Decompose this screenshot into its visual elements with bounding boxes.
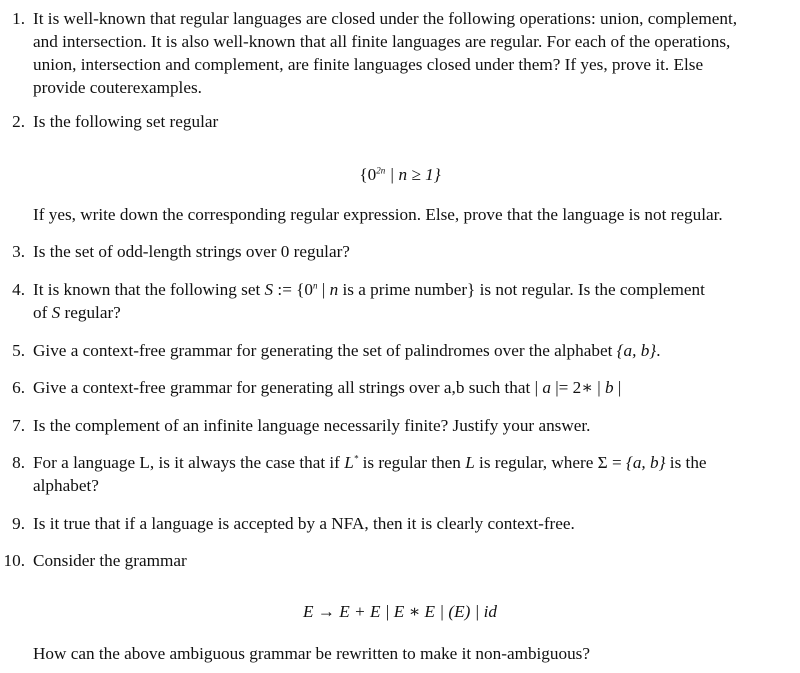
question-text: Is it true that if a language is accepted by a NFA, then it is clearly context-free. — [33, 514, 575, 533]
question-number: 2. — [12, 112, 25, 131]
question-text-line: For a language L, is it always the case that if L* is regular then L is regular, where Σ = {a, b} is the — [33, 453, 707, 472]
question-text: Consider the grammar — [33, 551, 187, 570]
question-number: 3. — [12, 242, 25, 261]
question-text: How can the above ambiguous grammar be rewritten to make it non-ambiguous? — [33, 644, 590, 663]
question-text-line: alphabet? — [33, 476, 99, 495]
question-number: 9. — [12, 514, 25, 533]
question-text: Is the following set regular — [33, 112, 219, 131]
question-text-line: provide couterexamples. — [33, 78, 202, 97]
question-number: 10. — [3, 551, 25, 570]
question-text-line: and intersection. It is also well-known that all finite languages are regular. For each of the operations, — [33, 32, 731, 51]
question-text-line: It is well-known that regular languages are closed under the following operations: union, complement, — [33, 9, 738, 28]
question-text: Is the complement of an infinite language necessarily finite? Justify your answer. — [33, 416, 591, 435]
question-text-line: of S regular? — [33, 303, 121, 322]
question-number: 1. — [12, 9, 25, 28]
question-number: 4. — [12, 280, 25, 299]
question-text: If yes, write down the corresponding regular expression. Else, prove that the language is not regular. — [33, 205, 723, 224]
question-text: Give a context-free grammar for generating the set of palindromes over the alphabet {a, b}. — [33, 341, 661, 360]
set-definition-formula: {$0^{2n}$ | n ≥ 1} — [359, 165, 441, 184]
question-number: 8. — [12, 453, 25, 472]
question-number: 6. — [12, 378, 25, 397]
question-number: 7. — [12, 416, 25, 435]
question-text-line: It is known that the following set S := {$0^n$ | n is a prime number} is not regular. Is the complement — [33, 280, 705, 299]
question-number: 5. — [12, 341, 25, 360]
question-text: Is the set of odd-length strings over 0 regular? — [33, 242, 350, 261]
grammar-formula: E → E + E | E ∗ E | (E) | id — [302, 602, 497, 621]
question-text: Give a context-free grammar for generating all strings over a,b such that | a |= 2∗ | b | — [33, 378, 622, 397]
question-text-line: union, intersection and complement, are finite languages closed under them? If yes, prove it. Else — [33, 55, 704, 74]
